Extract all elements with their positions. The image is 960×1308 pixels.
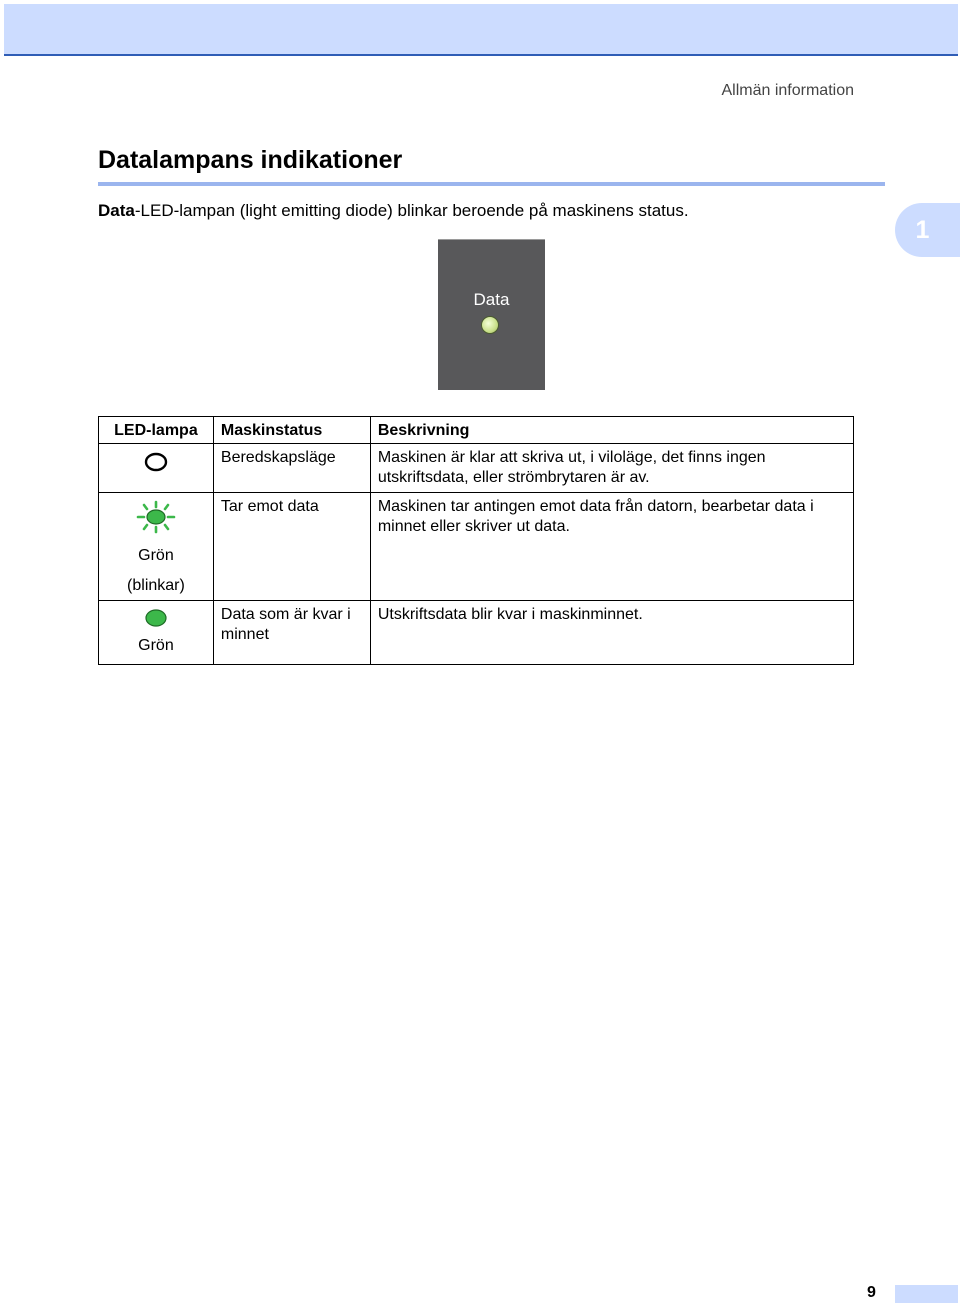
table-header-row xyxy=(99,417,854,444)
control-panel-illustration xyxy=(438,239,545,390)
header-led: LED-lampa xyxy=(99,417,214,444)
description-cell: Maskinen är klar att skriva ut, i viloläge, det finns ingen utskriftsdata, eller strömbrytaren är av. xyxy=(370,444,853,493)
header-description: Beskrivning xyxy=(370,417,853,444)
intro-text xyxy=(98,201,689,221)
description-cell: Utskriftsdata blir kvar i maskinminnet. xyxy=(370,601,853,665)
lamp-caption: Grön xyxy=(138,547,174,564)
intro-rest: -LED-lampan (light emitting diode) blinkar beroende på maskinens status. xyxy=(134,201,689,220)
intro-bold: Data xyxy=(98,201,135,220)
top-header-band xyxy=(4,4,958,56)
led-green-icon xyxy=(143,608,169,628)
table-row xyxy=(99,444,854,493)
page-tab xyxy=(895,1285,958,1303)
lamp-cell xyxy=(99,493,214,601)
table-row xyxy=(99,493,854,601)
panel-led-icon xyxy=(481,316,499,334)
lamp-cell xyxy=(99,444,214,493)
section-title: Datalampans indikationer xyxy=(98,146,403,174)
led-blinking-green-icon xyxy=(136,500,176,534)
description-cell: Maskinen tar antingen emot data från datorn, bearbetar data i minnet eller skriver ut data. xyxy=(370,493,853,601)
led-off-icon xyxy=(143,451,169,473)
led-status-table xyxy=(98,416,854,665)
status-cell: Tar emot data xyxy=(213,493,370,601)
table-row xyxy=(99,601,854,665)
page-number: 9 xyxy=(867,1284,876,1301)
panel-label: Data xyxy=(473,290,510,309)
lamp-caption: Grön xyxy=(138,637,174,654)
lamp-cell xyxy=(99,601,214,665)
lamp-caption-blinking: (blinkar) xyxy=(127,577,185,594)
header-status: Maskinstatus xyxy=(213,417,370,444)
status-cell: Beredskapsläge xyxy=(213,444,370,493)
title-rule xyxy=(98,182,885,186)
chapter-tab: 1 xyxy=(895,203,960,257)
running-head: Allmän information xyxy=(721,82,854,99)
status-cell: Data som är kvar i minnet xyxy=(213,601,370,665)
